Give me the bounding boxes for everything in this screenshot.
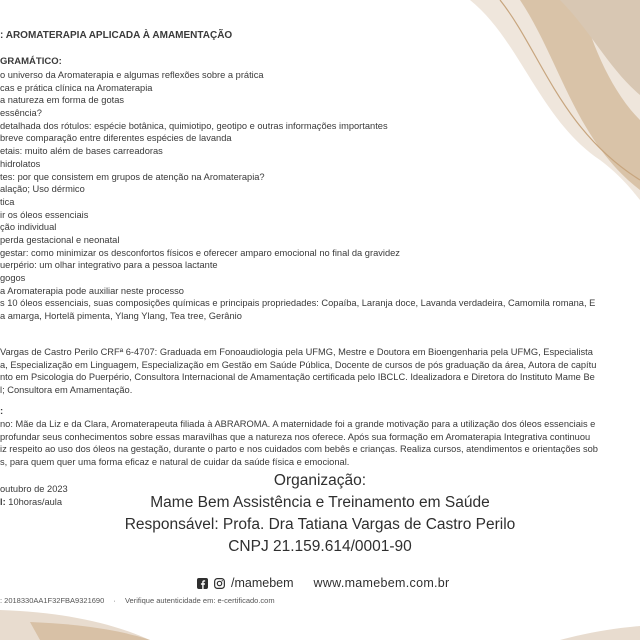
program-item: perda gestacional e neonatal [0,234,120,245]
program-item: detalhada dos rótulos: espécie botânica, quimiotipo, geotipo e outras informações importantes [0,120,388,131]
program-item: breve comparação entre diferentes espécies de lavanda [0,133,232,144]
workload-line [0,496,62,509]
instructor-bio-line: l; Consultora em Amamentação. [0,384,133,395]
organization-name: Mame Bem Assistência e Treinamento em Saúde [150,494,490,511]
student-bio-line: iz respeito ao uso dos óleos na gestação, durante o parto e nos cuidados com bebês e crianças. Realiza cursos, atendimentos e orientações sob [0,444,598,455]
program-heading: GRAMÁTICO: [0,56,62,67]
organization-cnpj: CNPJ 21.159.614/0001-90 [228,538,412,555]
program-item: o universo da Aromaterapia e algumas reflexões sobre a prática [0,70,264,80]
program-item: a amarga, Hortelã pimenta, Ylang Ylang, Tea tree, Gerânio [0,311,242,322]
instagram-icon[interactable] [214,578,225,589]
website-link[interactable]: www.mamebem.com.br [313,576,450,590]
program-item: s 10 óleos essenciais, suas composições químicas e principais propriedades: Copaíba, Laranja doce, Lavanda verdadeira, Camomila romana, E [0,298,596,309]
program-item: essência? [0,108,42,119]
program-item: uerpério: um olhar integrativo para a pessoa lactante [0,260,218,271]
program-item: alação; Uso dérmico [0,184,85,195]
workload-value: 10horas/aula [8,497,63,507]
program-item: a natureza em forma de gotas [0,95,125,106]
student-bio-line: no: Mãe da Liz e da Clara, Aromaterapeuta filiada à ABRAROMA. A maternidade foi a grande motivação para a utilização dos óleos essenciais e [0,419,596,429]
student-heading: : [0,406,4,417]
verification-line [0,596,275,605]
instructor-bio-line: a, Especialização em Linguagem, Especialização em Gestão em Saúde Pública, Docente de cursos de pós graduação da área, Autora de capítu [0,359,597,370]
instructor-bio-line: nto em Psicologia do Puerpério, Consultora Internacional de Amamentação certificada pelo IBCLC. Idealizadora e Diretora do Instituto Mame Be [0,372,595,383]
instructor-bio-line: Vargas de Castro Perilo CRFª 6-4707: Graduada em Fonoaudiologia pela UFMG, Mestre e Doutora em Bioengenharia pela UFMG, Especialista [0,347,593,357]
program-list [0,69,595,323]
student-bio [0,418,598,468]
date-line: outubro de 2023 [0,484,68,494]
organization-label: Organização: [273,472,367,489]
program-item: tes: por que consistem em grupos de atenção na Aromaterapia? [0,171,265,182]
facebook-icon[interactable] [197,578,208,589]
program-item: cas e prática clínica na Aromaterapia [0,82,153,93]
organization-responsible: Responsável: Profa. Dra Tatiana Vargas de Castro Perilo [124,516,516,533]
student-bio-line: profundar seus conhecimentos sobre essas maravilhas que a natureza nos oferece. Após sua formação em Aromaterapia Integrativa continuou [0,431,591,442]
verification-text: Verifique autenticidade em: e-certificado.com [124,596,275,605]
program-item: gestar: como minimizar os desconfortos físicos e oferecer amparo emocional no final da gravidez [0,247,400,258]
social-handle[interactable]: /mamebem [231,576,294,590]
instructor-bio [0,346,596,396]
program-item: gogos [0,273,26,283]
program-item: tica [0,196,15,207]
program-item: hidrolatos [0,158,41,169]
program-item: ção individual [0,222,57,233]
program-item: ir os óleos essenciais [0,209,89,220]
student-bio-line: s, para quem quer uma forma eficaz e natural de cuidar da saúde física e emocional. [0,456,350,467]
program-item: etais: muito além de bases carreadoras [0,146,163,157]
verification-separator: · [113,596,116,605]
social-bar [197,575,450,591]
organization-block [100,470,540,558]
verification-code: : 2018330AA1F32FBA9321690 [0,596,105,605]
program-item: a Aromaterapia pode auxiliar neste processo [0,285,184,296]
workload-label: l: [0,497,6,507]
course-title: : AROMATERAPIA APLICADA À AMAMENTAÇÃO [0,30,233,41]
